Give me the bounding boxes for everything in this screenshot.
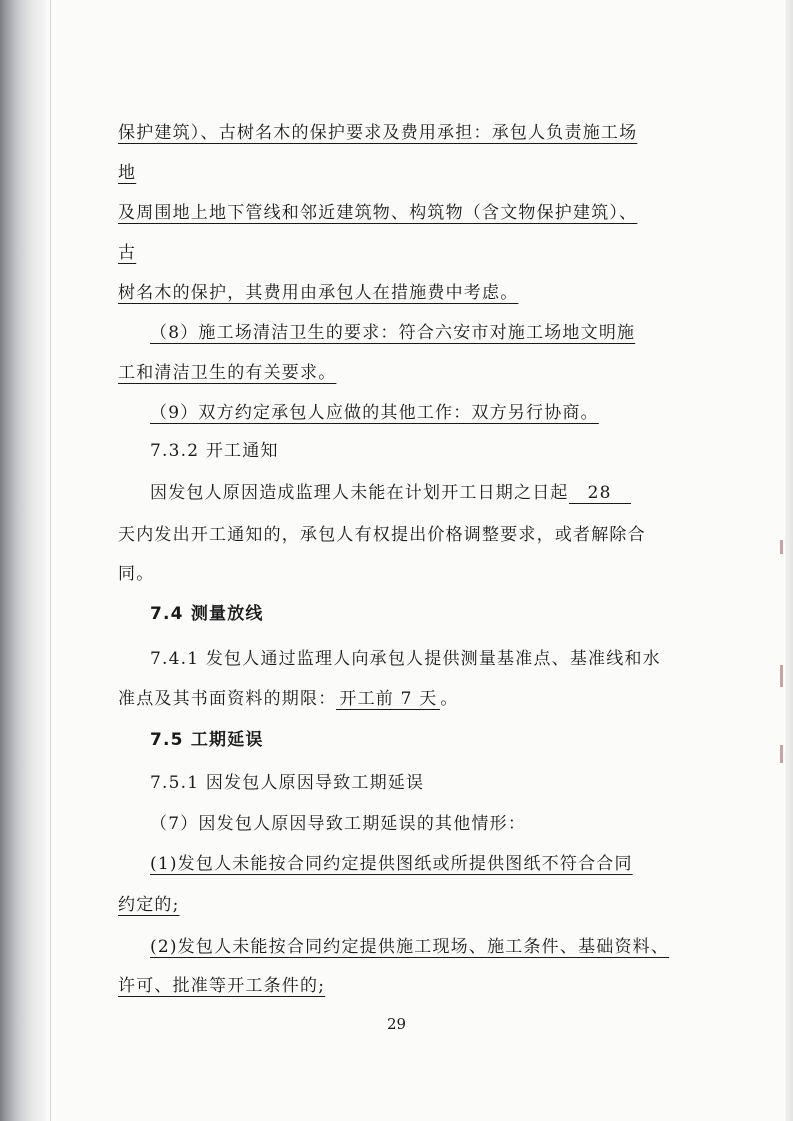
body-line: 保护建筑）、古树名木的保护要求及费用承担：承包人负责施工场 — [118, 123, 638, 143]
page-number: 29 — [386, 1015, 407, 1033]
body-line: (2)发包人未能按合同约定提供施工现场、施工条件、基础资料、 — [150, 937, 670, 957]
body-line: 地 — [118, 163, 137, 183]
body-line: 约定的; — [118, 895, 180, 915]
body-line: 同。 — [118, 564, 155, 584]
section-heading: 7.5 工期延误 — [150, 730, 264, 750]
section-heading: 7.4 测量放线 — [150, 604, 264, 624]
body-line: （8）施工场清洁卫生的要求：符合六安市对施工场地文明施 — [150, 323, 636, 343]
survey-deadline-label: 准点及其书面资料的期限： — [118, 689, 337, 709]
clause-heading: 7.5.1 因发包人原因导致工期延误 — [150, 773, 425, 793]
binding-edge-line — [50, 0, 51, 1121]
body-line: 许可、批准等开工条件的; — [118, 976, 326, 996]
body-line — [118, 688, 459, 710]
page-right-edge — [785, 0, 793, 1121]
body-line: 天内发出开工通知的，承包人有权提出价格调整要求，或者解除合 — [118, 525, 646, 545]
edge-mark — [780, 665, 783, 687]
body-line: 古 — [118, 243, 137, 263]
edge-mark — [780, 540, 783, 554]
body-line: (1)发包人未能按合同约定提供图纸或所提供图纸不符合合同 — [150, 854, 633, 874]
edge-mark — [780, 745, 783, 763]
notice-text: 因发包人原因造成监理人未能在计划开工日期之日起 — [150, 483, 569, 503]
body-line: 及周围地上地下管线和邻近建筑物、构筑物（含文物保护建筑）、 — [118, 203, 638, 223]
body-line: 树名木的保护，其费用由承包人在措施费中考虑。 — [118, 283, 519, 303]
body-line: 工和清洁卫生的有关要求。 — [118, 363, 337, 383]
body-line: （9）双方约定承包人应做的其他工作：双方另行协商。 — [150, 403, 599, 423]
body-line: 7.4.1 发包人通过监理人向承包人提供测量基准点、基准线和水 — [150, 649, 661, 669]
body-line — [150, 482, 631, 504]
binding-shadow — [0, 0, 46, 1121]
notice-days-value: 28 — [569, 483, 631, 504]
body-line: （7）因发包人原因导致工期延误的其他情形： — [150, 814, 527, 834]
survey-deadline-value: 开工前 7 天 — [336, 689, 440, 710]
clause-heading: 7.3.2 开工通知 — [150, 441, 279, 461]
survey-deadline-end: 。 — [440, 689, 459, 709]
